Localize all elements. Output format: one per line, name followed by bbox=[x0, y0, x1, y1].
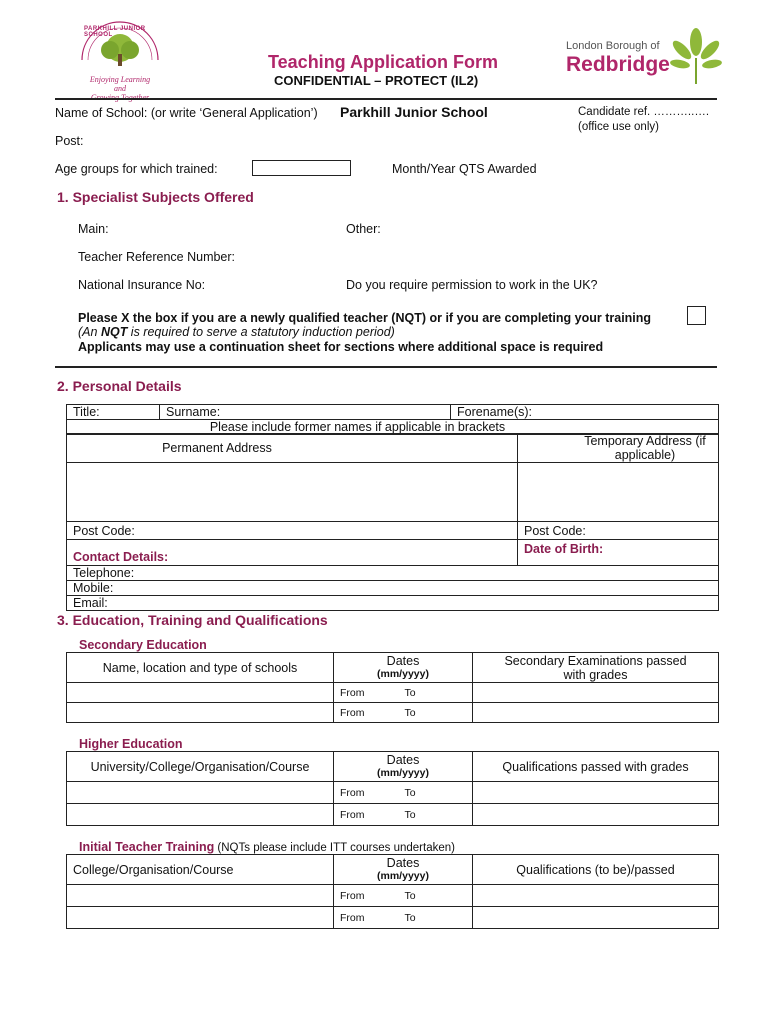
age-groups-input[interactable] bbox=[252, 160, 351, 176]
age-groups-label: Age groups for which trained: bbox=[55, 162, 218, 176]
school-motto-1: Enjoying Learning bbox=[89, 75, 151, 84]
nqt-note bbox=[78, 325, 395, 339]
ni-label: National Insurance No: bbox=[78, 278, 206, 292]
surname-field[interactable]: Surname: bbox=[160, 405, 451, 420]
permanent-address-input[interactable] bbox=[67, 463, 518, 522]
email-field[interactable]: Email: bbox=[67, 596, 719, 611]
higher-quals-input[interactable] bbox=[473, 782, 719, 804]
council-logo-line2: Redbridge bbox=[566, 53, 670, 76]
temporary-address-input[interactable] bbox=[518, 463, 719, 522]
mobile-field[interactable]: Mobile: bbox=[67, 581, 719, 596]
higher-col-course: University/College/Organisation/Course bbox=[67, 752, 334, 782]
from-label: From bbox=[340, 808, 365, 821]
higher-course-input[interactable] bbox=[67, 782, 334, 804]
secondary-education-title: Secondary Education bbox=[79, 638, 207, 652]
itt-note: (NQTs please include ITT courses undertaken) bbox=[214, 842, 455, 854]
council-logo-line1: London Borough of bbox=[566, 40, 660, 52]
from-label: From bbox=[340, 686, 365, 699]
permanent-address-heading: Permanent Address bbox=[67, 434, 518, 463]
from-label: From bbox=[340, 911, 365, 924]
higher-education-table bbox=[66, 751, 719, 826]
itt-title-row bbox=[79, 840, 455, 854]
nqt-checkbox[interactable] bbox=[687, 306, 706, 325]
secondary-school-input[interactable] bbox=[67, 683, 334, 703]
secondary-exams-line2: with grades bbox=[563, 667, 628, 682]
postcode-temporary[interactable]: Post Code: bbox=[518, 522, 719, 540]
other-subject-label: Other: bbox=[346, 222, 381, 236]
to-label: To bbox=[404, 706, 416, 719]
secondary-exams-input[interactable] bbox=[473, 683, 719, 703]
itt-college-input[interactable] bbox=[67, 885, 334, 907]
date-of-birth-field[interactable]: Date of Birth: bbox=[518, 540, 719, 566]
itt-col-quals: Qualifications (to be)/passed bbox=[473, 855, 719, 885]
secondary-education-table bbox=[66, 652, 719, 723]
forenames-field[interactable]: Forename(s): bbox=[451, 405, 719, 420]
qts-label: Month/Year QTS Awarded bbox=[392, 162, 537, 176]
secondary-col-exams bbox=[473, 653, 719, 683]
to-label: To bbox=[404, 786, 416, 799]
higher-course-input[interactable] bbox=[67, 804, 334, 826]
higher-col-dates bbox=[334, 752, 473, 782]
nqt-note-bold: NQT bbox=[100, 325, 128, 339]
telephone-field[interactable]: Telephone: bbox=[67, 566, 719, 581]
title-field[interactable]: Title: bbox=[67, 405, 160, 420]
school-logo-name: PARKHILL JUNIOR SCHOOL bbox=[84, 26, 146, 38]
higher-dates-input[interactable] bbox=[334, 782, 473, 804]
to-label: To bbox=[404, 911, 416, 924]
post-label: Post: bbox=[55, 134, 84, 148]
itt-table bbox=[66, 854, 719, 929]
itt-quals-input[interactable] bbox=[473, 907, 719, 929]
candidate-ref: Candidate ref. ………..…. bbox=[578, 106, 710, 118]
school-motto-2: and bbox=[114, 84, 126, 93]
nqt-note-pre: (An bbox=[78, 325, 101, 339]
higher-dates-format: (mm/yyyy) bbox=[377, 766, 429, 779]
temporary-address-heading: Temporary Address (if applicable) bbox=[518, 434, 719, 463]
leaf-icon bbox=[670, 28, 722, 86]
from-label: From bbox=[340, 889, 365, 902]
itt-quals-input[interactable] bbox=[473, 885, 719, 907]
section2-heading: 2. Personal Details bbox=[57, 378, 182, 394]
higher-col-quals: Qualifications passed with grades bbox=[473, 752, 719, 782]
higher-quals-input[interactable] bbox=[473, 804, 719, 826]
nqt-note-post: is required to serve a statutory induction period) bbox=[127, 325, 395, 339]
secondary-dates-label: Dates bbox=[386, 653, 420, 668]
continuation-note: Applicants may use a continuation sheet for sections where additional space is required bbox=[78, 340, 604, 354]
section3-heading: 3. Education, Training and Qualifications bbox=[57, 612, 328, 628]
school-name-label: Name of School: (or write ‘General Application’) bbox=[55, 106, 318, 120]
from-label: From bbox=[340, 786, 365, 799]
former-names-note: Please include former names if applicable in brackets bbox=[67, 420, 719, 435]
postcode-permanent[interactable]: Post Code: bbox=[67, 522, 518, 540]
secondary-exams-line1: Secondary Examinations passed bbox=[504, 653, 687, 668]
to-label: To bbox=[404, 889, 416, 902]
secondary-dates-input[interactable] bbox=[334, 703, 473, 723]
form-subtitle: CONFIDENTIAL – PROTECT (IL2) bbox=[274, 73, 479, 88]
school-name-value[interactable]: Parkhill Junior School bbox=[340, 104, 488, 120]
office-use-note: (office use only) bbox=[578, 121, 659, 133]
section1-divider bbox=[55, 366, 717, 368]
school-logo bbox=[70, 20, 170, 102]
council-logo bbox=[566, 40, 726, 90]
higher-dates-input[interactable] bbox=[334, 804, 473, 826]
to-label: To bbox=[404, 686, 416, 699]
to-label: To bbox=[404, 808, 416, 821]
secondary-exams-input[interactable] bbox=[473, 703, 719, 723]
secondary-col-dates bbox=[334, 653, 473, 683]
secondary-col-schools: Name, location and type of schools bbox=[67, 653, 334, 683]
header-divider bbox=[55, 98, 717, 100]
itt-col-college: College/Organisation/Course bbox=[67, 855, 334, 885]
from-label: From bbox=[340, 706, 365, 719]
itt-col-dates bbox=[334, 855, 473, 885]
itt-dates-format: (mm/yyyy) bbox=[377, 869, 429, 882]
secondary-dates-input[interactable] bbox=[334, 683, 473, 703]
address-table bbox=[66, 433, 719, 611]
teacher-ref-label: Teacher Reference Number: bbox=[78, 250, 236, 264]
itt-title: Initial Teacher Training bbox=[79, 840, 215, 854]
nqt-instruction: Please X the box if you are a newly qualified teacher (NQT) or if you are completing your training bbox=[78, 311, 652, 325]
form-title: Teaching Application Form bbox=[268, 52, 499, 72]
itt-dates-input[interactable] bbox=[334, 907, 473, 929]
higher-dates-label: Dates bbox=[386, 752, 420, 767]
itt-dates-input[interactable] bbox=[334, 885, 473, 907]
school-motto-3: Growing Together bbox=[90, 93, 150, 102]
personal-details-table bbox=[66, 404, 719, 435]
secondary-school-input[interactable] bbox=[67, 703, 334, 723]
higher-education-title: Higher Education bbox=[79, 737, 183, 751]
main-subject-label: Main: bbox=[78, 222, 109, 236]
itt-dates-label: Dates bbox=[386, 855, 420, 870]
secondary-dates-format: (mm/yyyy) bbox=[377, 667, 429, 680]
itt-college-input[interactable] bbox=[67, 907, 334, 929]
section1-heading: 1. Specialist Subjects Offered bbox=[57, 189, 254, 205]
contact-details-heading: Contact Details: bbox=[67, 540, 518, 566]
work-permission-label: Do you require permission to work in the UK? bbox=[346, 278, 598, 292]
